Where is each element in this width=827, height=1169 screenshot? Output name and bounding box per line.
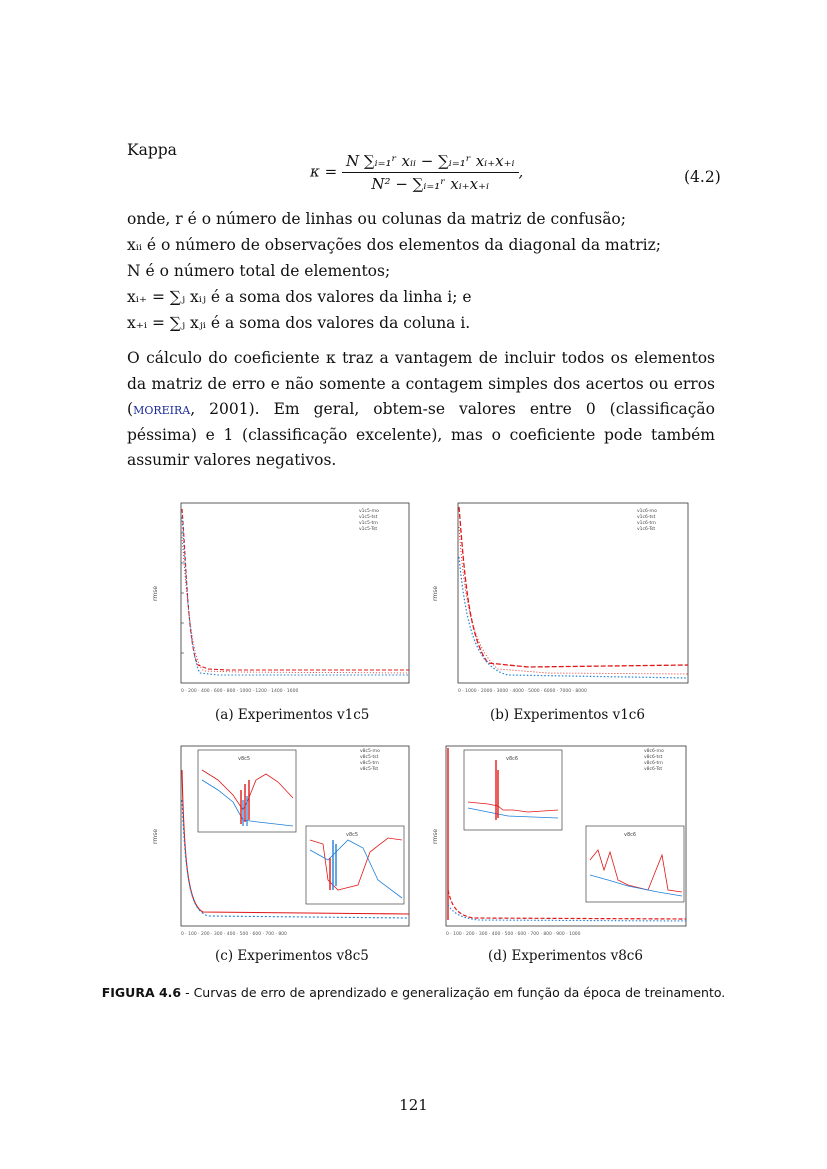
svg-text:rmse: rmse bbox=[152, 585, 159, 601]
figure-label: FIGURA 4.6 bbox=[101, 985, 182, 1000]
svg-text:v1c5-Tst: v1c5-Tst bbox=[359, 527, 378, 532]
definition-item: onde, r é o número de linhas ou colunas da matriz de confusão; bbox=[127, 210, 626, 228]
equation-fraction bbox=[342, 152, 519, 193]
definition-item: xᵢ₊ = ∑ⱼ xᵢⱼ é a soma dos valores da linha i; e bbox=[127, 288, 472, 306]
equation-lhs: κ = bbox=[310, 162, 338, 181]
equation-number: (4.2) bbox=[684, 168, 721, 186]
citation-year: , 2001 bbox=[190, 400, 249, 418]
svg-text:0 · 100 · 200 · 300 · 400 · 50: 0 · 100 · 200 · 300 · 400 · 500 · 600 · 700 · 800 bbox=[181, 932, 287, 937]
definition-item: xᵢᵢ é o número de observações dos elementos da diagonal da matriz; bbox=[127, 236, 661, 254]
caption-a: (a) Experimentos v1c5 bbox=[215, 707, 370, 723]
svg-text:v8c6-tst: v8c6-tst bbox=[644, 755, 663, 760]
svg-text:v8c6: v8c6 bbox=[624, 832, 637, 838]
svg-text:v1c6-tst: v1c6-tst bbox=[637, 515, 656, 520]
paragraph-text: O cálculo do coeficiente κ traz a vantagem de incluir todos os elementos da matriz de erro e não somente a contagem simples dos acertos ou erros ( bbox=[127, 349, 715, 418]
svg-text:v8c6: v8c6 bbox=[506, 756, 519, 762]
equation-denominator: N² − ∑ᵢ₌₁ʳ xᵢ₊x₊ᵢ bbox=[371, 175, 490, 193]
kappa-equation bbox=[310, 152, 550, 193]
svg-text:0 · 200 · 400 · 600 · 800 · 10: 0 · 200 · 400 · 600 · 800 · 1000 · 1200 · 1400 · 1600 bbox=[181, 689, 299, 694]
svg-text:v1c5-tst: v1c5-tst bbox=[359, 515, 378, 520]
svg-text:v1c6-trn: v1c6-trn bbox=[637, 521, 656, 526]
plot-c bbox=[148, 740, 420, 940]
citation-link[interactable]: moreira bbox=[133, 400, 191, 418]
definitions-list bbox=[127, 206, 661, 336]
plot-a bbox=[148, 497, 420, 697]
figure-caption-text: - Curvas de erro de aprendizado e generalização em função da época de treinamento. bbox=[181, 985, 726, 1000]
subfigure-a bbox=[148, 497, 420, 697]
svg-text:v8c5-tst: v8c5-tst bbox=[360, 755, 379, 760]
svg-text:v8c5-trn: v8c5-trn bbox=[360, 761, 379, 766]
svg-text:v8c5: v8c5 bbox=[238, 756, 251, 762]
svg-text:v1c6-rno: v1c6-rno bbox=[637, 509, 657, 514]
svg-text:v1c6-Tst: v1c6-Tst bbox=[637, 527, 656, 532]
equation-comma: , bbox=[518, 162, 524, 181]
svg-text:0 · 100 · 200 · 300 · 400 · 50: 0 · 100 · 200 · 300 · 400 · 500 · 600 · 700 · 800 · 900 · 1000 bbox=[446, 932, 581, 937]
plot-b bbox=[428, 497, 700, 697]
svg-text:v1c5-trn: v1c5-trn bbox=[359, 521, 378, 526]
svg-text:v8c5-rno: v8c5-rno bbox=[360, 749, 380, 754]
plot-d bbox=[428, 740, 700, 940]
definition-item: N é o número total de elementos; bbox=[127, 262, 391, 280]
svg-text:v8c6-trn: v8c6-trn bbox=[644, 761, 663, 766]
subfigure-d bbox=[428, 740, 700, 940]
caption-c: (c) Experimentos v8c5 bbox=[215, 948, 369, 964]
body-paragraph bbox=[127, 346, 715, 474]
caption-d: (d) Experimentos v8c6 bbox=[488, 948, 643, 964]
svg-text:v8c5: v8c5 bbox=[346, 832, 359, 838]
equation-numerator: N ∑ᵢ₌₁ʳ xᵢᵢ − ∑ᵢ₌₁ʳ xᵢ₊x₊ᵢ bbox=[342, 152, 519, 173]
svg-text:v1c5-rno: v1c5-rno bbox=[359, 509, 379, 514]
kappa-label: Kappa bbox=[127, 141, 177, 159]
svg-text:rmse: rmse bbox=[432, 828, 439, 844]
svg-text:v8c6-Tst: v8c6-Tst bbox=[644, 767, 663, 772]
page-number: 121 bbox=[399, 1096, 428, 1114]
paragraph-text-2: ). Em geral, obtem-se valores entre 0 (classificação péssima) e 1 (classificação excelente), mas o coeficiente pode também assumir valores negativos. bbox=[127, 400, 715, 469]
svg-text:0 · 1000 · 2000 · 3000 · 4000: 0 · 1000 · 2000 · 3000 · 4000 · 5000 · 6000 · 7000 · 8000 bbox=[458, 689, 587, 694]
svg-text:rmse: rmse bbox=[432, 585, 439, 601]
svg-text:rmse: rmse bbox=[152, 828, 159, 844]
svg-text:v8c6-rno: v8c6-rno bbox=[644, 749, 664, 754]
subfigure-b bbox=[428, 497, 700, 697]
caption-b: (b) Experimentos v1c6 bbox=[490, 707, 645, 723]
subfigure-c bbox=[148, 740, 420, 940]
figure-caption bbox=[0, 985, 827, 1000]
definition-item: x₊ᵢ = ∑ⱼ xⱼᵢ é a soma dos valores da coluna i. bbox=[127, 314, 471, 332]
svg-text:v8c5-Tst: v8c5-Tst bbox=[360, 767, 379, 772]
